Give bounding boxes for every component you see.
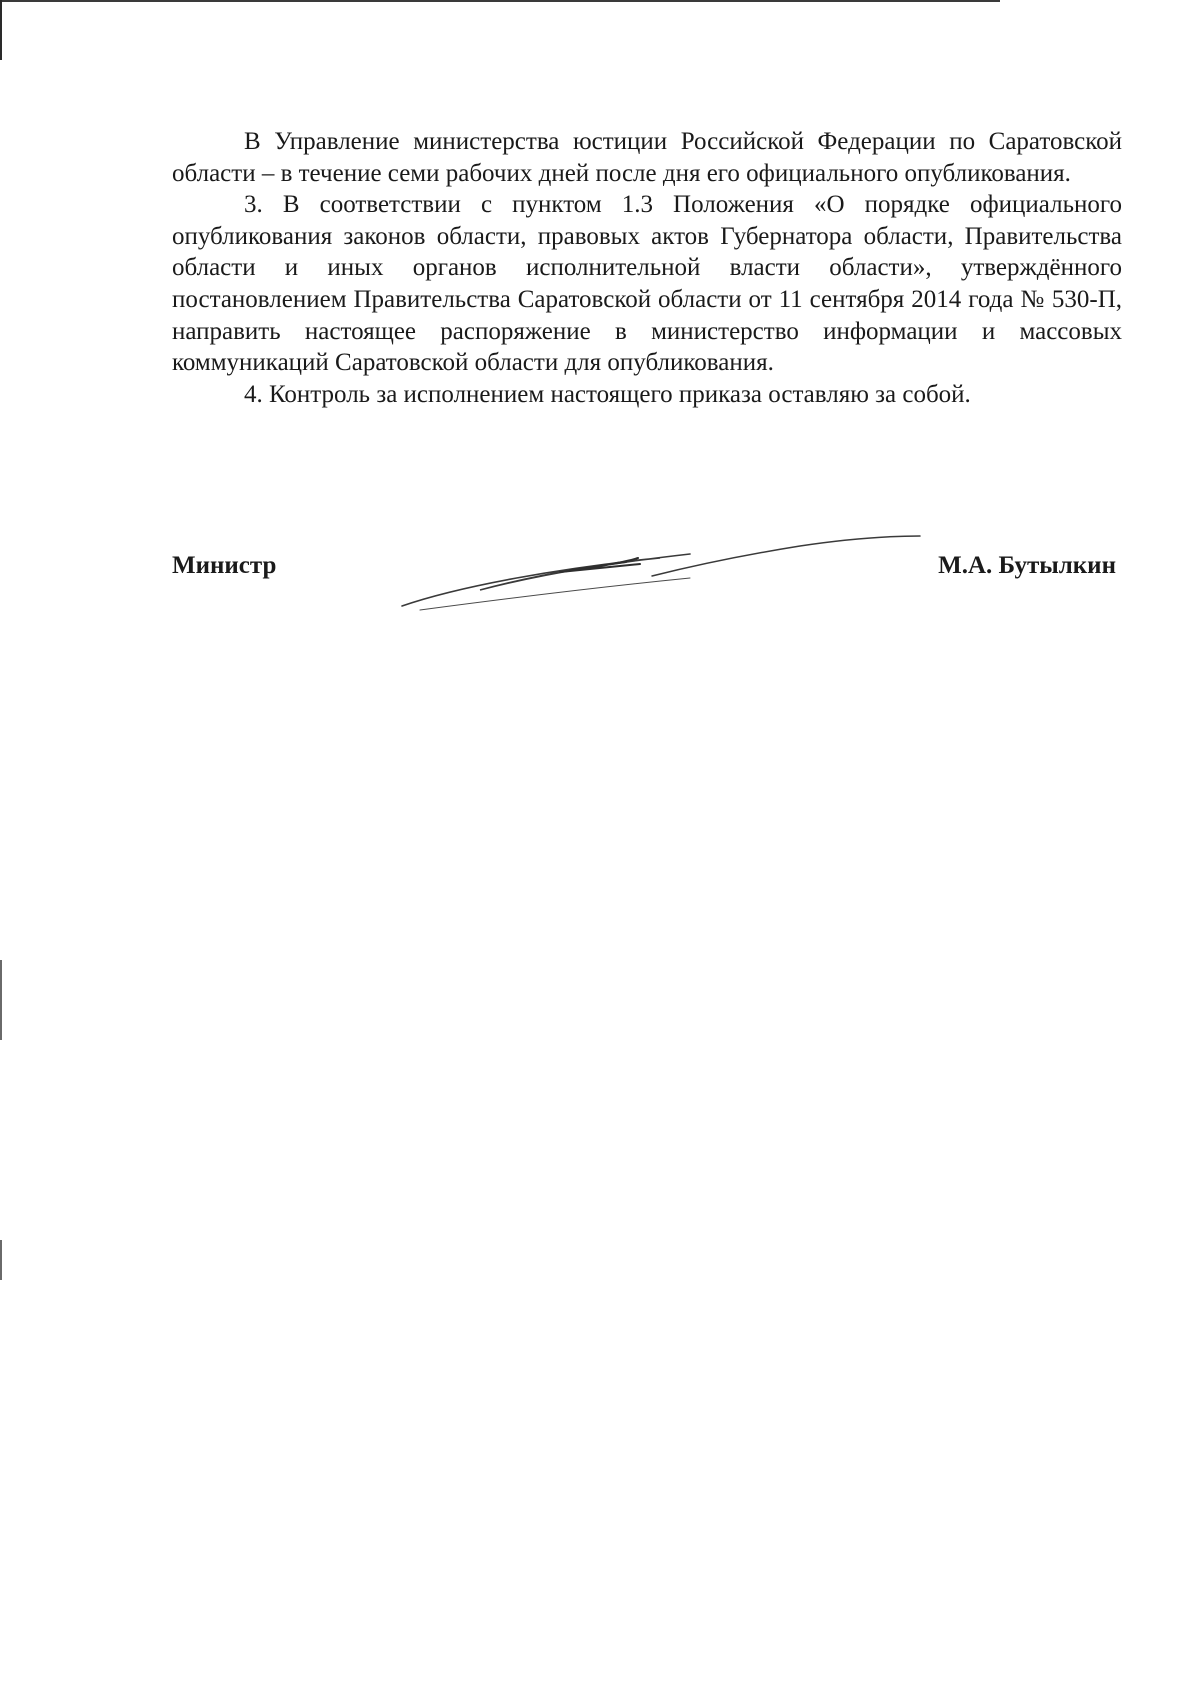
document-body: [172, 126, 1122, 410]
signature-stroke-underline: [420, 578, 690, 610]
scan-edge-top: [0, 0, 1000, 2]
signature-stroke-tail: [652, 536, 920, 576]
scan-edge-left: [0, 0, 2, 1704]
paragraph-control: 4. Контроль за исполнением настоящего приказа оставляю за собой.: [244, 380, 971, 408]
signature-stroke-main: [402, 554, 690, 606]
paragraph-justice-notice: В Управление министерства юстиции Российской Федерации по Саратовской области – в течение семи рабочих дней после дня его официального опубликования.: [172, 128, 1122, 187]
paragraph-publication: 3. В соответствии с пунктом 1.3 Положения «О порядке официального опубликования законов области, правовых актов Губернатора области, Правительства области и иных органов исполнительной власти области», утверждённого постановлением Правительства Саратовской области от 11 сентября 2014 года № 530-П, направить настоящее распоряжение в министерство информации и массовых коммуникаций Саратовской области для опубликования.: [172, 191, 1122, 377]
signer-title: Министр: [172, 552, 277, 579]
signer-name: М.А. Бутылкин: [938, 552, 1116, 579]
handwritten-signature: [390, 528, 930, 616]
signature-stroke-flourish: [560, 558, 640, 572]
